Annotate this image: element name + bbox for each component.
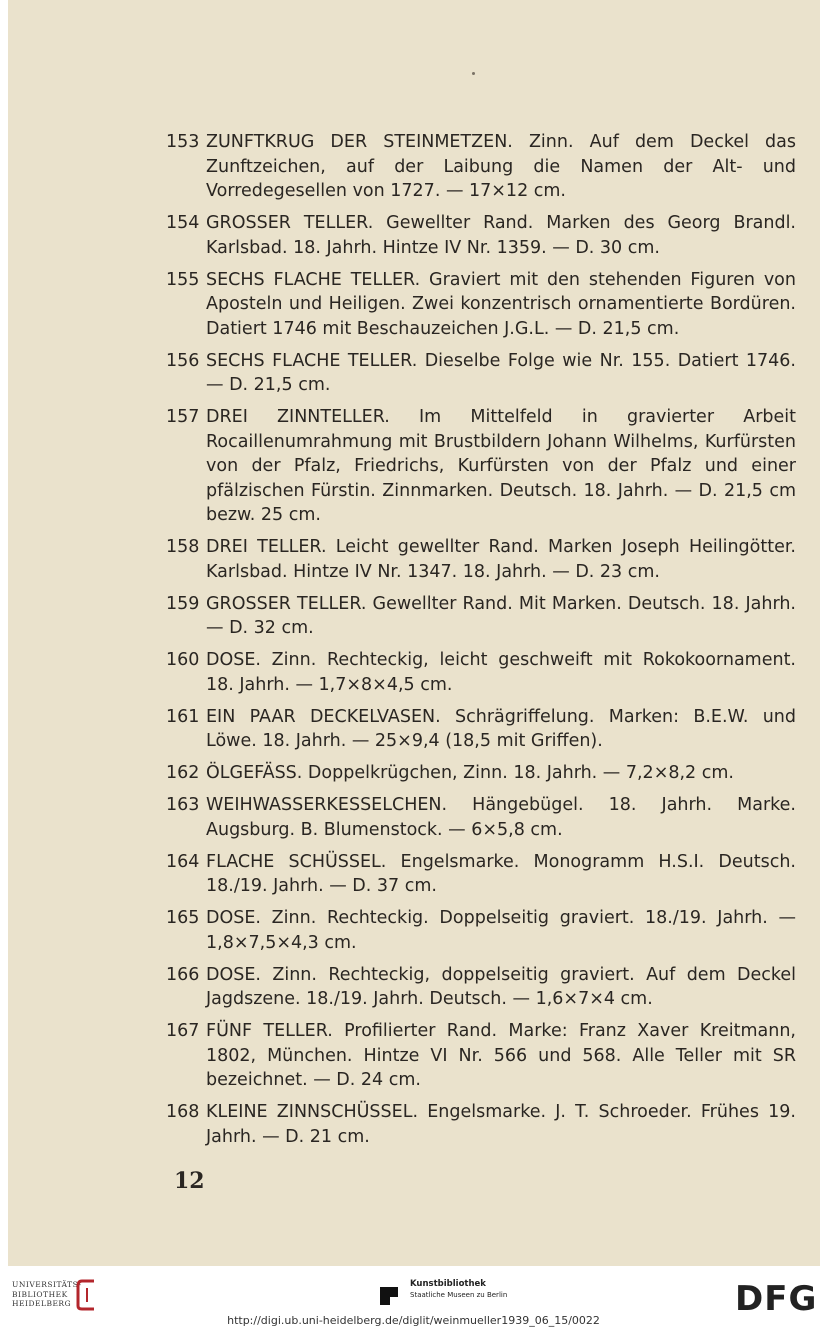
- entry-number: 156: [166, 350, 200, 371]
- entry-text: DREI ZINNTELLER. Im Mittelfeld in gravierter Arbeit Rocaillenumrahmung mit Brustbildern Johann Wilhelms, Kurfürsten von der Pfalz, Friedrichs, Kurfürsten von der Pfalz und einer pfälzischen Fürstin. Zinnmarken. Deutsch. 18. Jahrh. — D. 21,5 cm bezw. 25 cm.: [206, 407, 796, 525]
- university-line: HEIDELBERG: [12, 1299, 72, 1308]
- catalog-entry: [166, 850, 796, 899]
- catalog-entry: [166, 1019, 796, 1093]
- kunstbibliothek-logo-icon: [376, 1283, 402, 1309]
- catalog-entry: [166, 648, 796, 697]
- entry-number: 160: [166, 650, 200, 670]
- document-page: [8, 0, 820, 1266]
- entry-number: 162: [166, 763, 200, 783]
- footer: [0, 1266, 827, 1329]
- entry-text: DOSE. Zinn. Rechteckig. Doppelseitig graviert. 18./19. Jahrh. — 1,8×7,5×4,3 cm.: [206, 908, 796, 953]
- entry-text: KLEINE ZINNSCHÜSSEL. Engelsmarke. J. T. Schroeder. Frühes 19. Jahrh. — D. 21 cm.: [206, 1102, 796, 1147]
- catalog-entry: [166, 268, 796, 342]
- entry-text: ÖLGEFÄSS. Doppelkrügchen, Zinn. 18. Jahrh. — 7,2×8,2 cm.: [206, 763, 734, 783]
- entry-number: 158: [166, 537, 200, 557]
- entry-number: 153: [166, 132, 200, 152]
- entry-text: DREI TELLER. Leicht gewellter Rand. Marken Joseph Heilingötter. Karlsbad. Hintze IV Nr. 1347. 18. Jahrh. — D. 23 cm.: [206, 537, 796, 582]
- entry-number: 165: [166, 908, 200, 928]
- catalog-entry: [166, 592, 796, 641]
- entry-text: DOSE. Zinn. Rechteckig, leicht geschweift mit Rokokoornament. 18. Jahrh. — 1,7×8×4,5 cm.: [206, 650, 796, 695]
- catalog-entry: [166, 705, 796, 754]
- kunstbibliothek-label: [410, 1279, 507, 1300]
- entry-text: SECHS FLACHE TELLER. Graviert mit den stehenden Figuren von Aposteln und Heiligen. Zwei konzentrisch ornamentierte Bordüren. Datiert 1746 mit Beschauzeichen J.G.L. — D. 21,5 cm.: [206, 269, 796, 339]
- entry-text: ZUNFTKRUG DER STEINMETZEN. Zinn. Auf dem Deckel das Zunftzeichen, auf der Laibung die Namen der Alt- und Vorredegesellen von 1727. — 17×12 cm.: [206, 132, 796, 201]
- page-number: 12: [174, 1168, 205, 1194]
- entry-text: GROSSER TELLER. Gewellter Rand. Mit Marken. Deutsch. 18. Jahrh. — D. 32 cm.: [206, 593, 796, 638]
- entry-text: SECHS FLACHE TELLER. Dieselbe Folge wie Nr. 155. Datiert 1746. — D. 21,5 cm.: [206, 350, 796, 395]
- entry-number: 164: [166, 851, 200, 872]
- entry-number: 161: [166, 706, 200, 727]
- catalog-entry: [166, 793, 796, 842]
- catalog-entry: [166, 761, 796, 786]
- entry-text: DOSE. Zinn. Rechteckig, doppelseitig graviert. Auf dem Deckel Jagdszene. 18./19. Jahrh. Deutsch. — 1,6×7×4 cm.: [206, 964, 796, 1009]
- catalog-entry: [166, 349, 796, 398]
- entry-number: 167: [166, 1021, 200, 1041]
- kb-subtitle: Staatliche Museen zu Berlin: [410, 1291, 508, 1299]
- entry-number: 155: [166, 269, 200, 290]
- entry-text: WEIHWASSERKESSELCHEN. Hängebügel. 18. Jahrh. Marke. Augsburg. B. Blumenstock. — 6×5,8 cm.: [206, 795, 796, 840]
- kb-title: Kunstbibliothek: [410, 1279, 486, 1289]
- university-line: UNIVERSITÄTS-: [12, 1280, 82, 1289]
- heidelberg-logo-icon: [74, 1278, 100, 1312]
- catalog-entries: [166, 130, 796, 1157]
- entry-text: FÜNF TELLER. Profilierter Rand. Marke: Franz Xaver Kreitmann, 1802, München. Hintze VI Nr. 566 und 568. Alle Teller mit SR bezeichnet. — D. 24 cm.: [206, 1021, 796, 1090]
- entry-number: 166: [166, 964, 200, 985]
- catalog-entry: [166, 535, 796, 584]
- entry-number: 163: [166, 795, 200, 815]
- entry-number: 168: [166, 1102, 200, 1122]
- catalog-entry: [166, 405, 796, 528]
- entry-text: EIN PAAR DECKELVASEN. Schrägriffelung. Marken: B.E.W. und Löwe. 18. Jahrh. — 25×9,4 (18,5 mit Griffen).: [206, 706, 796, 751]
- catalog-entry: [166, 211, 796, 260]
- entry-text: GROSSER TELLER. Gewellter Rand. Marken des Georg Brandl. Karlsbad. 18. Jahrh. Hintze IV Nr. 1359. — D. 30 cm.: [206, 213, 796, 258]
- entry-text: FLACHE SCHÜSSEL. Engelsmarke. Monogramm H.S.I. Deutsch. 18./19. Jahrh. — D. 37 cm.: [206, 851, 796, 896]
- university-library-label: [12, 1280, 82, 1309]
- dfg-logo: DFG: [735, 1279, 818, 1319]
- entry-number: 154: [166, 213, 200, 233]
- catalog-entry: [166, 130, 796, 204]
- catalog-entry: [166, 906, 796, 955]
- entry-number: 159: [166, 593, 200, 614]
- page-dot: [472, 72, 475, 75]
- catalog-entry: [166, 1100, 796, 1149]
- entry-number: 157: [166, 407, 200, 427]
- source-url[interactable]: http://digi.ub.uni-heidelberg.de/diglit/weinmueller1939_06_15/0022: [227, 1314, 600, 1327]
- catalog-entry: [166, 963, 796, 1012]
- university-line: BIBLIOTHEK: [12, 1289, 68, 1299]
